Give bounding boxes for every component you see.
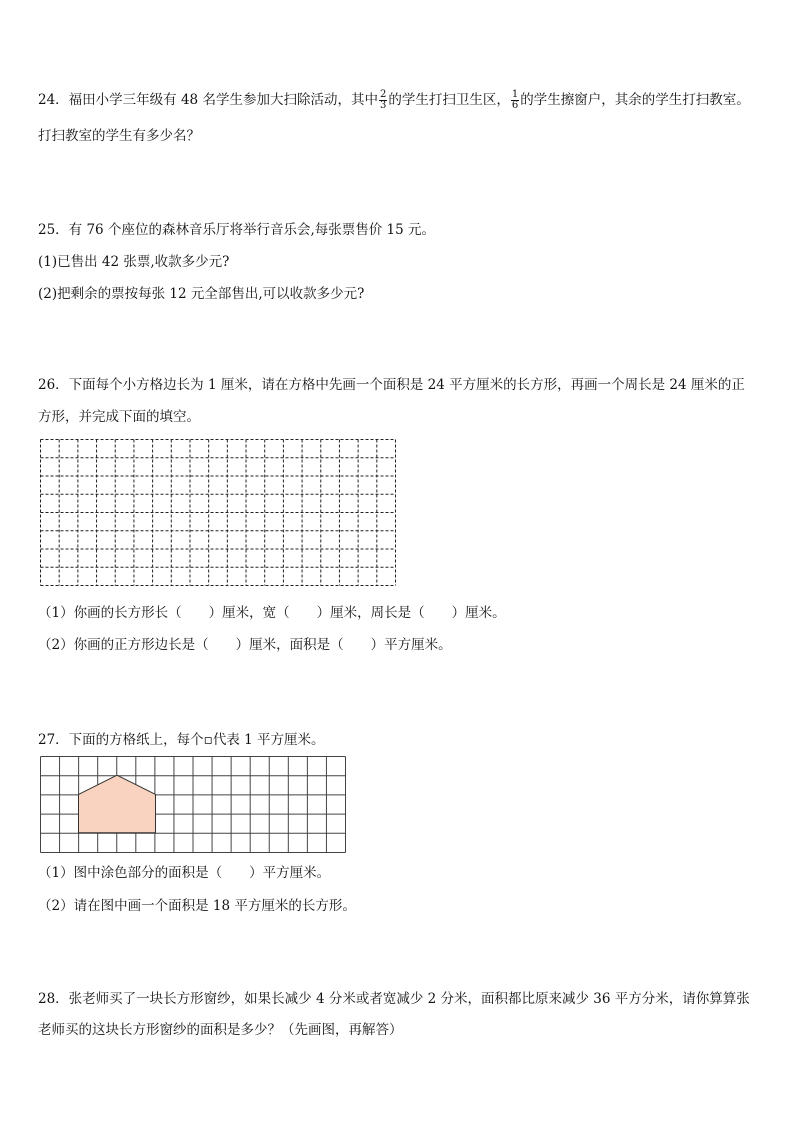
q24-text-c: 的学生擦窗户，其余的学生打扫教室。 (520, 92, 750, 108)
q27-line1: 27．下面的方格纸上，每个▫代表 1 平方厘米。 (38, 732, 325, 748)
fraction-two-thirds: $\frac{2}{3}$ (379, 89, 387, 111)
q27-sub1: （1）图中涂色部分的面积是（ ）平方厘米。 (38, 865, 331, 881)
q26-sub1: （1）你画的长方形长（ ）厘米，宽（ ）厘米，周长是（ ）厘米。 (38, 605, 506, 621)
q26-line2: 方形，并完成下面的填空。 (38, 409, 200, 425)
q24-text-b: 的学生打扫卫生区， (388, 92, 510, 108)
q24-line1 (38, 88, 750, 111)
fraction-one-sixth: $\frac{1}{6}$ (511, 89, 519, 111)
q25-sub1: (1)已售出 42 张票,收款多少元? (38, 254, 230, 270)
q25-sub2: (2)把剩余的票按每张 12 元全部售出,可以收款多少元? (38, 286, 365, 302)
q28-line1: 28．张老师买了一块长方形窗纱，如果长减少 4 分米或者宽减少 2 分米，面积都比原来减少 36 平方分米，请你算算张 (38, 991, 750, 1007)
q26-sub2: （2）你画的正方形边长是（ ）厘米，面积是（ ）平方厘米。 (38, 637, 452, 653)
q25-line1: 25．有 76 个座位的森林音乐厅将举行音乐会,每张票售价 15 元。 (38, 222, 435, 238)
square-grid-paper (40, 756, 348, 854)
q27-sub2: （2）请在图中画一个面积是 18 平方厘米的长方形。 (38, 898, 356, 914)
dashed-square-grid (40, 439, 398, 587)
q24-text-a: 24．福田小学三年级有 48 名学生参加大扫除活动，其中 (38, 92, 378, 108)
q26-line1: 26．下面每个小方格边长为 1 厘米，请在方格中先画一个面积是 24 平方厘米的长方形，再画一个周长是 24 厘米的正 (38, 377, 745, 393)
shaded-pentagon-shape (79, 775, 156, 833)
q28-line2: 老师买的这块长方形窗纱的面积是多少？（先画图，再解答） (38, 1022, 403, 1038)
q24-line2: 打扫教室的学生有多少名？ (38, 128, 200, 144)
